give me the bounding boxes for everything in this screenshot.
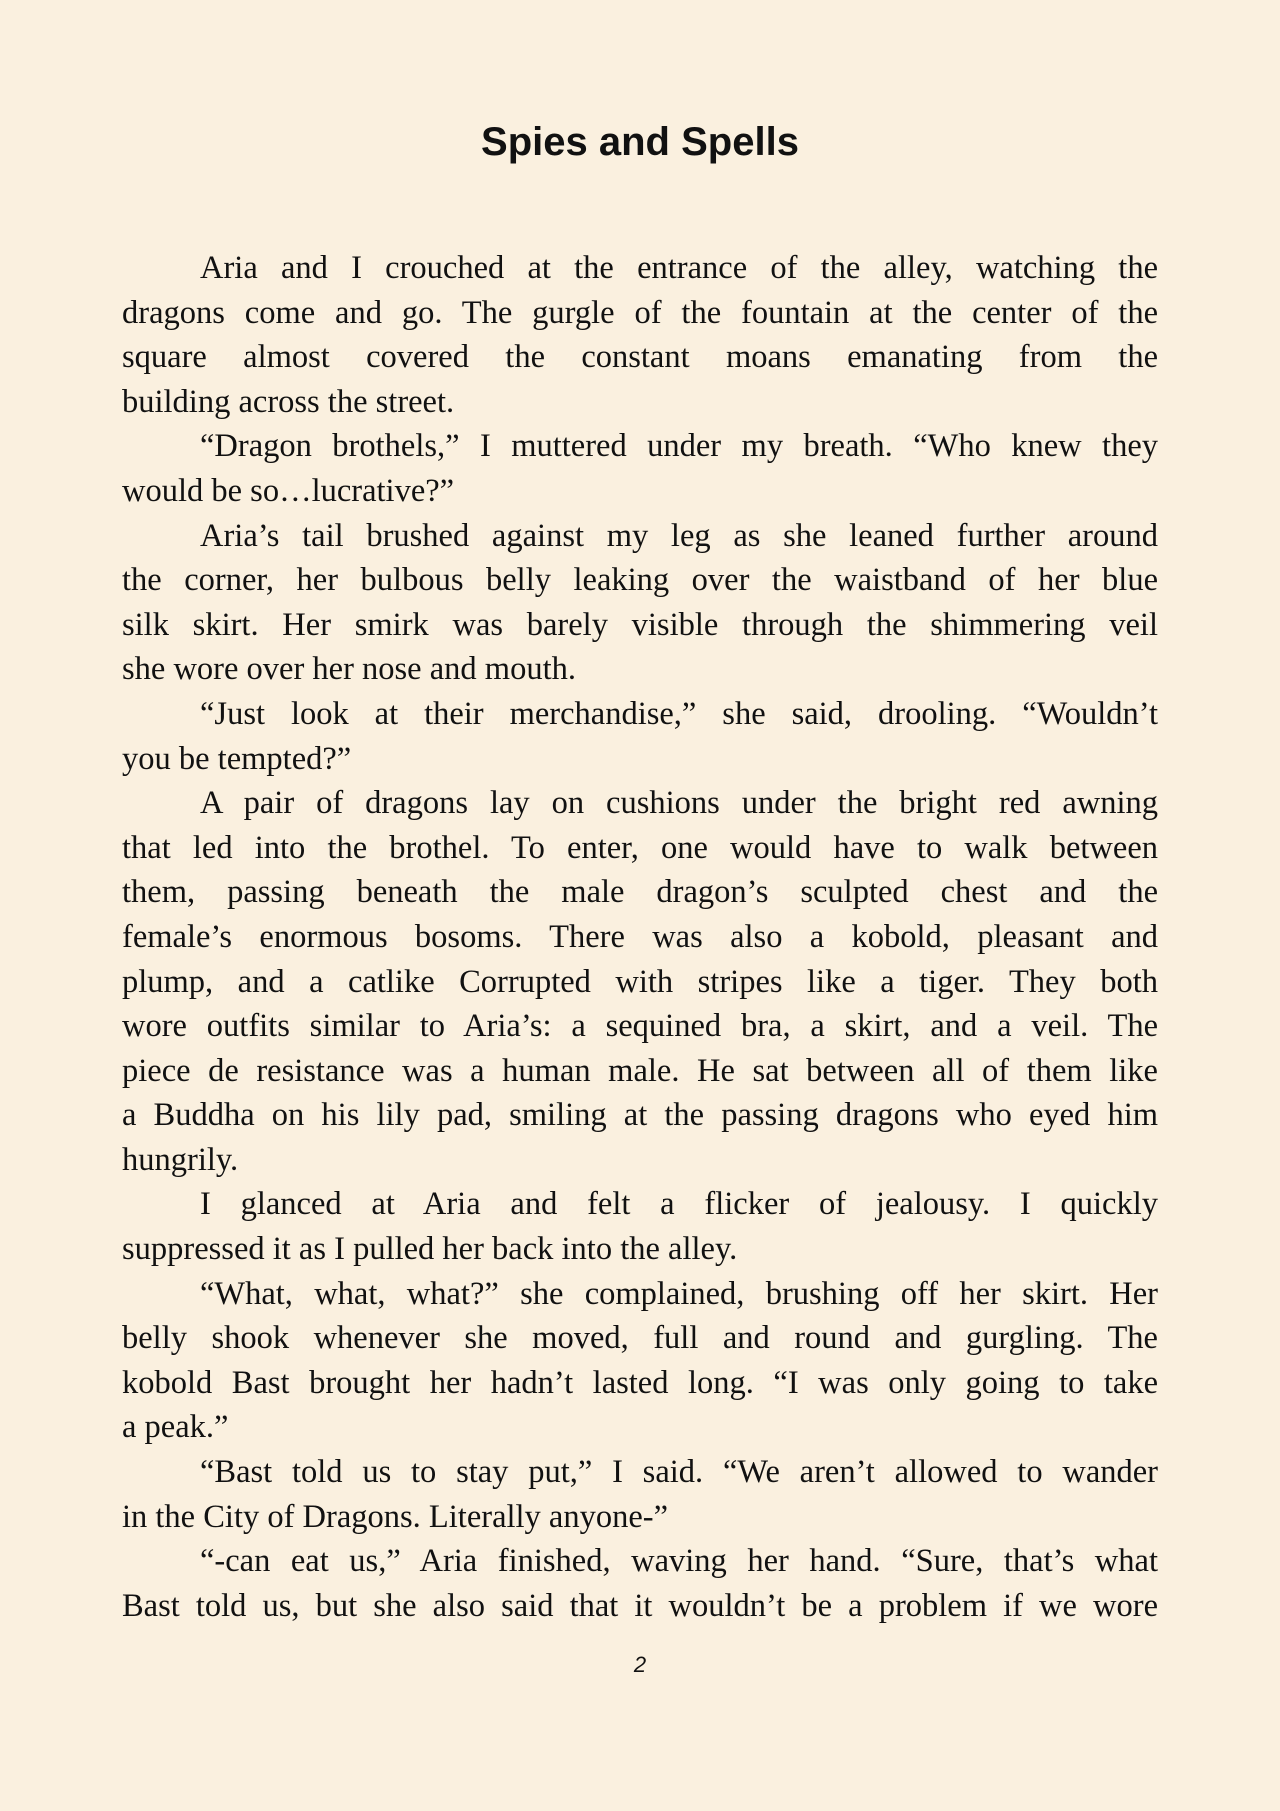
- text-line: them, passing beneath the male dragon’s sculpted chest and the: [122, 874, 1158, 911]
- text-line: would be so…lucrative?”: [122, 472, 455, 509]
- body-text: [122, 246, 1158, 1628]
- text-line: a Buddha on his lily pad, smiling at the passing dragons who eyed him: [122, 1097, 1158, 1134]
- text-line: you be tempted?”: [122, 740, 352, 777]
- text-line: “What, what, what?” she complained, brushing off her skirt. Her: [200, 1275, 1158, 1312]
- text-line: building across the street.: [122, 383, 455, 420]
- text-line: “-can eat us,” Aria finished, waving her hand. “Sure, that’s what: [200, 1543, 1158, 1580]
- text-line: “Just look at their merchandise,” she said, drooling. “Wouldn’t: [200, 695, 1158, 732]
- text-line: “Bast told us to stay put,” I said. “We aren’t allowed to wander: [200, 1454, 1158, 1491]
- text-line: belly shook whenever she moved, full and round and gurgling. The: [122, 1320, 1158, 1357]
- text-line: female’s enormous bosoms. There was also a kobold, pleasant and: [122, 918, 1158, 955]
- text-line: hungrily.: [122, 1141, 239, 1178]
- text-line: Aria and I crouched at the entrance of the alley, watching the: [200, 250, 1158, 286]
- text-line: in the City of Dragons. Literally anyone-”: [122, 1498, 669, 1535]
- text-line: A pair of dragons lay on cushions under the bright red awning: [200, 785, 1158, 822]
- text-line: piece de resistance was a human male. He sat between all of them like: [122, 1052, 1158, 1089]
- text-line: that led into the brothel. To enter, one would have to walk between: [122, 829, 1158, 866]
- text-line: kobold Bast brought her hadn’t lasted long. “I was only going to take: [122, 1364, 1158, 1401]
- text-line: plump, and a catlike Corrupted with stripes like a tiger. They both: [122, 963, 1158, 1000]
- text-line: Bast told us, but she also said that it wouldn’t be a problem if we wore: [122, 1587, 1158, 1624]
- page-number: 2: [633, 1652, 647, 1677]
- text-line: suppressed it as I pulled her back into the alley.: [122, 1231, 738, 1268]
- text-line: dragons come and go. The gurgle of the fountain at the center of the: [122, 294, 1158, 331]
- chapter-title: Spies and Spells: [481, 120, 799, 164]
- text-line: I glanced at Aria and felt a flicker of jealousy. I quickly: [200, 1186, 1158, 1223]
- text-line: Aria’s tail brushed against my leg as she leaned further around: [200, 517, 1158, 554]
- text-line: a peak.”: [122, 1409, 229, 1446]
- text-line: she wore over her nose and mouth.: [122, 651, 576, 688]
- text-line: silk skirt. Her smirk was barely visible through the shimmering veil: [122, 606, 1158, 643]
- text-line: square almost covered the constant moans emanating from the: [122, 339, 1158, 376]
- text-line: wore outfits similar to Aria’s: a sequined bra, a skirt, and a veil. The: [122, 1008, 1158, 1045]
- text-line: “Dragon brothels,” I muttered under my breath. “Who knew they: [200, 428, 1158, 465]
- text-line: the corner, her bulbous belly leaking over the waistband of her blue: [122, 562, 1158, 599]
